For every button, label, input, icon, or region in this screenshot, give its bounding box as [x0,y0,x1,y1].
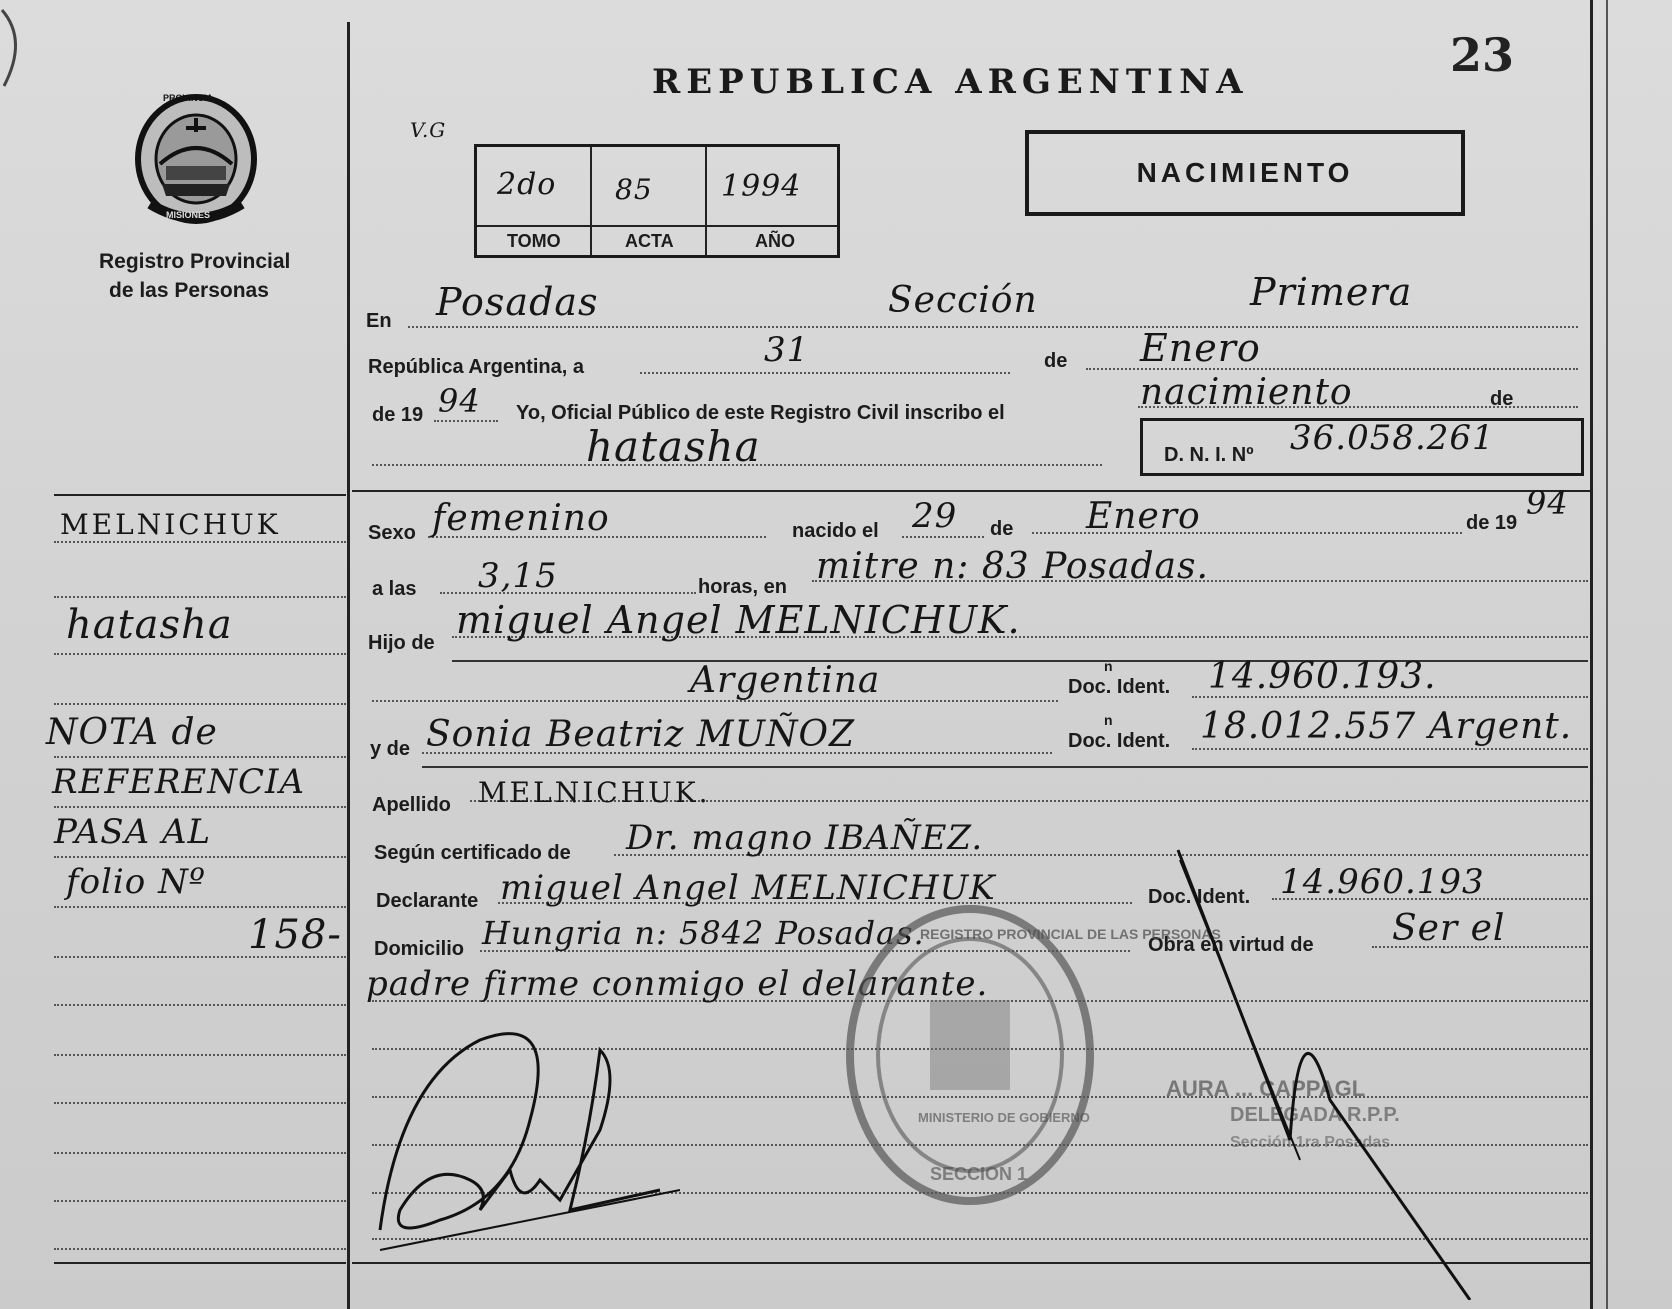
en-line [408,326,1578,328]
margin-dotted-line [54,806,346,808]
margin-given-name: hatasha [66,602,233,648]
official-stamp-line-3: Sección 1ra Posadas [1230,1134,1391,1151]
segun-label: Según certificado de [374,842,571,864]
margin-note-line-3: PASA AL [54,812,212,852]
margin-note-line-5: 158- [248,912,342,958]
country-title: REPUBLICA ARGENTINA [652,62,1249,102]
month-value: Enero [1140,326,1261,370]
margin-note-line-4: folio Nº [66,862,206,902]
seccion-value: Sección [888,280,1038,321]
yde-label: y de [370,738,411,760]
seal-ring-text: REGISTRO PROVINCIAL DE LAS PERSONAS [920,926,1221,942]
name-value: hatasha [586,422,761,471]
mother-doc-line [1192,748,1588,750]
year-line [434,420,498,422]
emblem-ring-top: PROVINCIA [163,93,214,103]
year-suffix: 94 [438,382,481,420]
apellido-label: Apellido [372,794,451,816]
father-value: miguel Angel MELNICHUK. [456,598,1021,642]
place-value: mitre n: 83 Posadas. [816,546,1209,587]
margin-dotted-line [54,906,346,908]
margin-dotted-line [54,703,346,705]
republica-label: República Argentina, a [368,356,584,378]
form-rule-top [352,490,1590,492]
hour-value: 3,15 [478,556,558,596]
father-nationality: Argentina [690,660,881,701]
continuation-text: padre firme conmigo el delarante. [366,964,989,1004]
registry-line-1: Registro Provincial [99,250,291,273]
declarant-signature-icon [360,1010,680,1270]
primera-value: Primera [1250,270,1413,314]
father-doc: 14.960.193. [1208,656,1437,697]
en-value: Posadas [436,280,599,324]
margin-divider [347,22,350,1309]
margin-dotted-line [54,1200,346,1202]
birth-day: 29 [912,496,958,536]
book-reference-table [474,144,840,258]
declarante-doc: 14.960.193 [1280,862,1485,902]
de-label-2: de [1490,388,1514,410]
declarante-value: miguel Angel MELNICHUK [500,868,996,908]
corner-mark [0,0,40,90]
margin-dotted-line [54,1152,346,1154]
emblem-ring-bottom: MISIONES [166,210,211,220]
de19-label: de 19 [372,404,424,426]
official-signature-icon [1170,840,1500,1300]
margin-dotted-line [54,596,346,598]
act-value: nacimiento [1140,372,1353,413]
domicilio-label: Domicilio [374,938,465,960]
sexo-value: femenino [432,498,610,539]
margin-dotted-line [54,856,346,858]
margin-dotted-line [54,653,346,655]
margin-bottom-rule [54,1262,346,1264]
de19-label-2: de 19 [1466,512,1518,534]
official-stamp-line-2: DELEGADA R.P.P. [1230,1104,1400,1126]
margin-dotted-line [54,1248,346,1250]
tomo-label: TOMO [507,231,561,251]
day-value: 31 [764,330,810,370]
doc-n-mark-1: n [1104,658,1113,674]
doc-n-mark-2: n [1104,712,1113,728]
seal-bottom-text: SECCION 1 [930,1164,1028,1184]
en-label: En [366,310,392,332]
hijo-label: Hijo de [368,632,435,654]
doc-ident-label-2: Doc. Ident. [1068,730,1171,752]
record-type-box [1025,130,1465,216]
dni-label: D. N. I. Nº [1164,444,1254,466]
mother-doc: 18.012.557 Argent. [1200,706,1573,747]
margin-dotted-line [54,1004,346,1006]
registry-line-2: de las Personas [109,279,269,302]
obra-label: Obra en virtud de [1148,934,1314,956]
record-type: NACIMIENTO [1136,157,1354,188]
provincial-emblem-icon [132,92,260,226]
nacido-label: nacido el [792,520,879,542]
horas-label: horas, en [698,576,787,598]
sexo-label: Sexo [368,522,416,544]
de-label: de [1044,350,1068,372]
day-line [640,372,1010,374]
birth-year-suffix: 94 [1526,484,1569,522]
margin-top-rule [54,494,346,496]
mother-value: Sonia Beatriz MUÑOZ [426,714,855,755]
certificado-value: Dr. magno IBAÑEZ. [626,818,984,858]
margin-dotted-line [54,541,346,543]
birth-day-line [902,536,984,538]
apellido-value: MELNICHUK. [478,776,711,809]
acta-value: 85 [615,173,653,206]
obra-value: Ser el [1392,908,1506,949]
note-vg: V.G [410,118,447,142]
domicilio-value: Hungria n: 5842 Posadas. [482,914,925,952]
doc-ident-label-1: Doc. Ident. [1068,676,1171,698]
margin-surname: MELNICHUK [60,508,281,541]
official-stamp-line-1: AURA ... CAPPAGL [1166,1076,1366,1101]
seal-inner-text: MINISTERIO DE GOBIERNO [918,1110,1090,1125]
yo-label: Yo, Oficial Público de este Registro Civil inscribo el [516,402,1005,424]
doc-ident-label-3: Doc. Ident. [1148,886,1251,908]
right-border-inner [1606,0,1608,1309]
ano-value: 1994 [721,169,802,204]
acta-label: ACTA [625,231,674,251]
margin-dotted-line [54,756,346,758]
folio-number: 23 [1450,28,1515,82]
birth-month: Enero [1086,496,1201,537]
margin-note-line-1: NOTA de [46,712,218,753]
dni-value: 36.058.261 [1290,418,1495,458]
ano-label: AÑO [755,231,795,251]
mother-underline [422,766,1588,768]
margin-dotted-line [54,1054,346,1056]
margin-dotted-line [54,1102,346,1104]
declarante-label: Declarante [376,890,479,912]
tomo-value: 2do [497,167,557,202]
margin-note-line-2: REFERENCIA [52,762,305,802]
de-label-3: de [990,518,1014,540]
right-border [1590,0,1593,1309]
alas-label: a las [372,578,417,600]
